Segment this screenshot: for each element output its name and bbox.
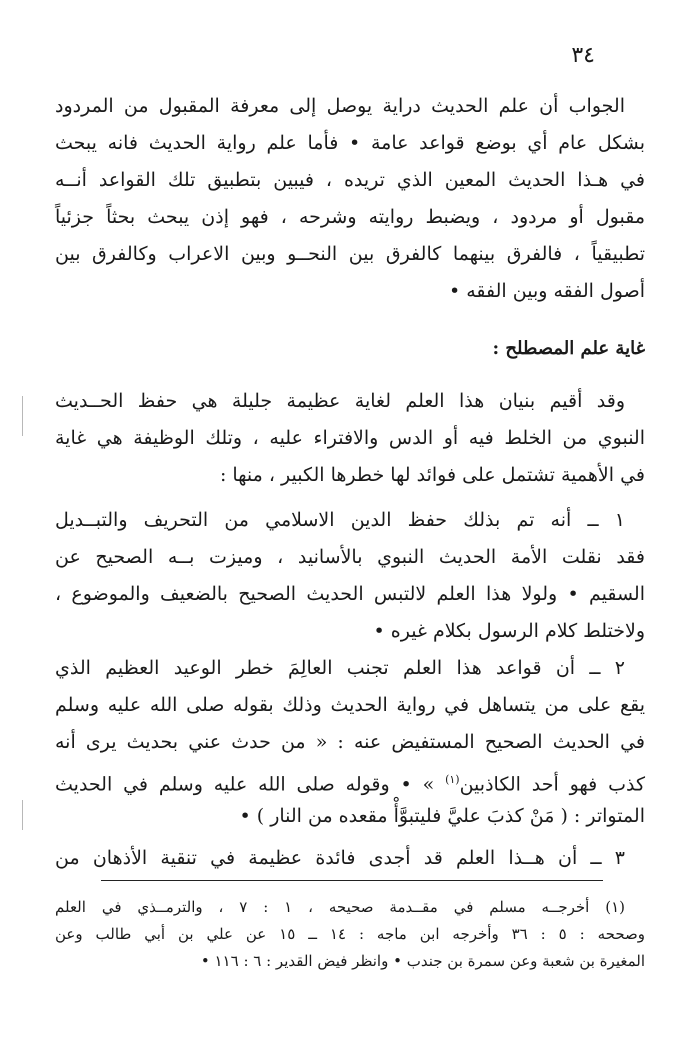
scan-margin-mark — [22, 800, 23, 830]
text-line: ١ ــ أنه تم بذلك حفظ الدين الاسلامي من التحريف والتبــديل — [55, 509, 625, 531]
text-line: ولاختلط كلام الرسول بكلام غيره • — [373, 620, 645, 642]
footnotes — [55, 894, 645, 975]
text-line: أصول الفقه وبين الفقه • — [448, 280, 645, 302]
text-line: في الحديث الصحيح المستفيض عنه : « من حدث عني بحديث يرى أنه — [55, 731, 645, 753]
text-line: في هـذا الحديث المعين الذي تريده ، فيبين بتطبيق تلك القواعد أنــه — [55, 169, 645, 191]
text-line: مقبول أو مردود ، ويضبط روايته وشرحه ، فهو إذن يبحث بحثاً جزئياً — [55, 206, 645, 228]
text-line: ٢ ــ أن قواعد هذا العلم تجنب العالِمَ خطر الوعيد العظيم الذي — [55, 657, 625, 679]
text-line: فقد نقلت الأمة الحديث النبوي بالأسانيد ، وميزت بــه الصحيح عن — [55, 546, 645, 568]
text-line: تطبيقياً ، فالفرق بينهما كالفرق بين النحــو وبين الاعراب وكالفرق بين — [55, 243, 645, 265]
text-line: المتواتر : ( مَنْ كذبَ عليَّ فليتبوَّأْ مقعده من النار ) • — [239, 805, 645, 827]
paragraph-2 — [55, 383, 645, 494]
text-line: يقع على من يتساهل في رواية الحديث وذلك بقوله صلى الله عليه وسلم — [55, 694, 645, 716]
paragraph-4 — [55, 650, 645, 835]
page-number: ٣٤ — [571, 43, 595, 68]
text-line: السقيم • ولولا هذا العلم لالتبس الحديث الصحيح بالضعيف والموضوع ، — [55, 583, 645, 605]
text-line: الجواب أن علم الحديث دراية يوصل إلى معرفة المقبول من المردود — [55, 95, 625, 117]
text-line: وقد أقيم بنيان هذا العلم لغاية عظيمة جليلة هي حفظ الحــديث — [55, 390, 625, 412]
text-segment: كذب فهو أحد الكاذبين — [459, 773, 645, 796]
scan-margin-mark — [22, 396, 23, 436]
paragraph-1 — [55, 88, 645, 310]
footnote-marker: (١) — [445, 773, 460, 786]
footnote-separator — [101, 880, 603, 881]
section-heading: غاية علم المصطلح : — [492, 338, 645, 359]
text-line-with-footnote — [55, 761, 645, 798]
paragraph-3 — [55, 502, 645, 650]
text-line: ٣ ــ أن هــذا العلم قد أجدى فائدة عظيمة في تنقية الأذهان من — [55, 847, 625, 869]
footnote-line: وصححه : ٥ : ٣٦ وأخرجه ابن ماجه : ١٤ ــ ١٥ عن علي بن أبي طالب وعن — [55, 925, 645, 943]
paragraph-5 — [55, 840, 645, 877]
text-line: في الأهمية تشتمل على فوائد لها خطرها الكبير ، منها : — [219, 464, 645, 486]
text-segment: » • وقوله صلى الله عليه وسلم في الحديث — [55, 773, 446, 796]
text-line: النبوي من الخلط فيه أو الدس والافتراء عليه ، وتلك الوظيفة هي غاية — [55, 427, 645, 449]
footnote-line: المغيرة بن شعبة وعن سمرة بن جندب • وانظر فيض القدير : ٦ : ١١٦ • — [200, 952, 645, 970]
footnote-line: (١) أخرجــه مسلم في مقــدمة صحيحه ، ١ : ٧ ، والترمــذي في العلم — [55, 898, 626, 916]
text-line: بشكل عام أي بوضع قواعد عامة • فأما علم رواية الحديث فانه يبحث — [55, 132, 645, 154]
